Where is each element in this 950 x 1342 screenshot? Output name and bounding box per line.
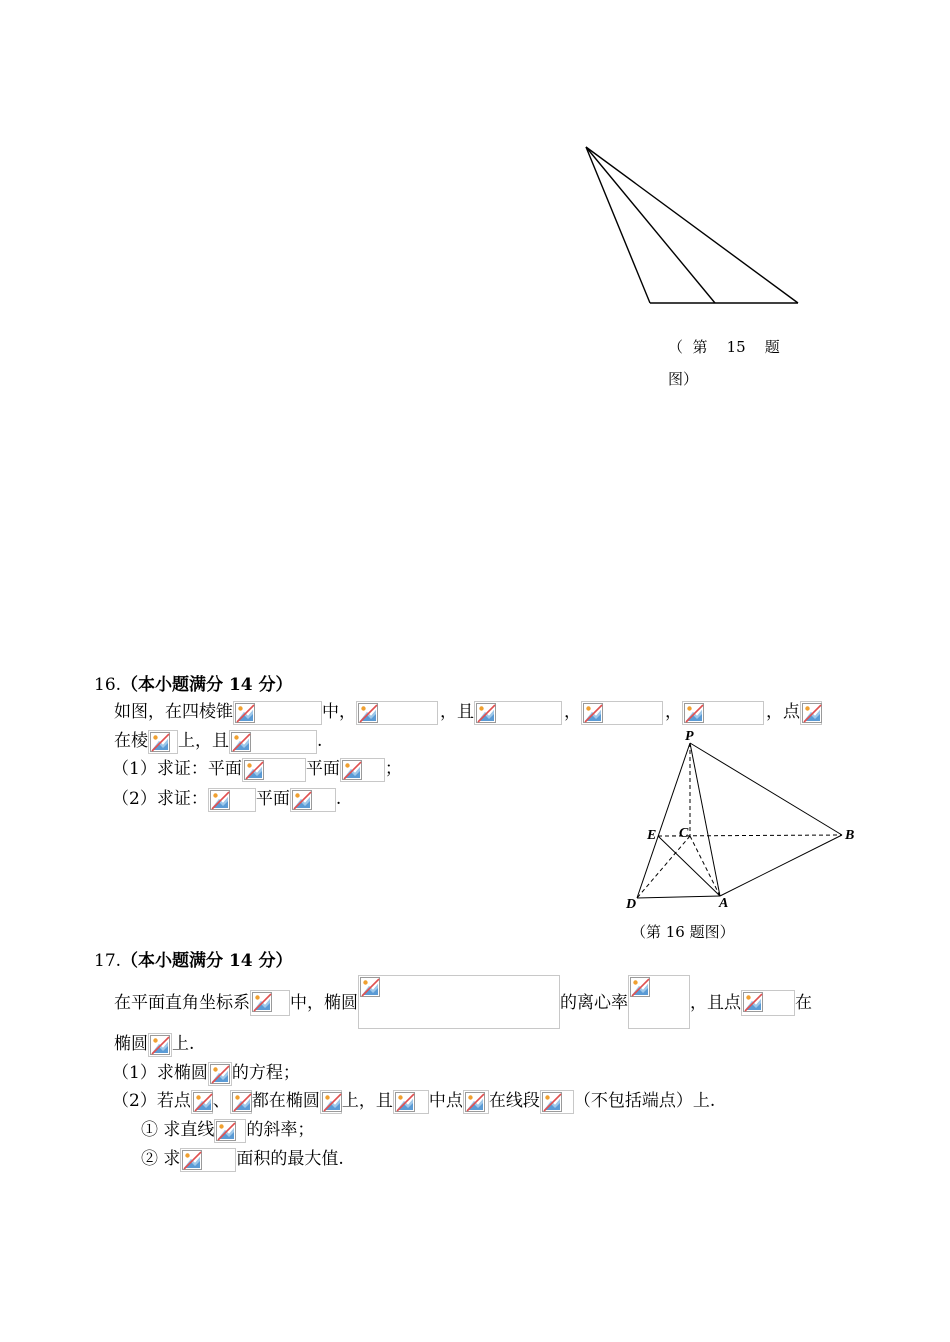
q17-text: ，且点	[690, 992, 741, 1013]
broken-image-icon	[542, 1092, 562, 1112]
q17-text: 的方程；	[231, 1063, 300, 1083]
broken-image-icon	[743, 992, 763, 1012]
broken-image-icon	[360, 977, 380, 997]
broken-image-icon	[150, 1035, 170, 1055]
formula-image	[180, 1148, 236, 1172]
q17-number: 17.	[94, 951, 122, 971]
formula-image	[148, 1033, 172, 1057]
q17-text: （不包括端点）上.	[573, 1091, 716, 1111]
formula-image	[214, 1119, 246, 1143]
q17-text: 椭圆	[114, 1034, 148, 1054]
broken-image-icon	[244, 760, 264, 780]
formula-image	[581, 701, 663, 725]
formula-image	[540, 1090, 574, 1114]
formula-image	[393, 1090, 429, 1114]
broken-image-icon	[395, 1092, 415, 1112]
q16-text: 上，且	[178, 731, 229, 751]
eccentricity-formula-image	[628, 975, 690, 1029]
vertex-label-E: E	[647, 828, 657, 843]
q16-text: ，点	[766, 702, 800, 722]
formula-image	[230, 1090, 252, 1114]
figure-15-diagram	[580, 140, 805, 310]
vertex-label-B: B	[845, 828, 855, 843]
vertex-label-P: P	[685, 729, 694, 744]
q17-text: 在	[795, 992, 812, 1013]
q17-line2	[114, 1032, 194, 1057]
q16-text: ，	[665, 702, 682, 722]
q17-text: 都在椭圆	[251, 1091, 320, 1111]
broken-image-icon	[182, 1150, 202, 1170]
q17-text: ② 求	[141, 1149, 181, 1169]
broken-image-icon	[292, 790, 312, 810]
q17-text: ① 求直线	[141, 1120, 215, 1140]
q16-text: ；	[384, 759, 402, 779]
broken-image-icon	[684, 703, 704, 723]
broken-image-icon	[252, 992, 272, 1012]
q17-text: 在线段	[488, 1091, 540, 1111]
figure-16-diagram	[620, 728, 870, 918]
q17-sub2	[141, 1147, 344, 1172]
q17-text: 、	[212, 1091, 230, 1111]
q17-sub1	[141, 1118, 314, 1143]
formula-image	[320, 1090, 342, 1114]
formula-image	[208, 1062, 232, 1086]
formula-image	[229, 730, 317, 754]
formula-image	[356, 701, 438, 725]
formula-image	[741, 990, 795, 1016]
q16-text: 如图，在四棱锥	[114, 702, 233, 722]
formula-image	[242, 758, 306, 782]
broken-image-icon	[583, 703, 603, 723]
formula-image	[148, 730, 178, 754]
q17-text: 的离心率	[560, 992, 628, 1013]
broken-image-icon	[235, 703, 255, 723]
figure-15-caption-line2: 图）	[668, 370, 699, 388]
q17-text: 上，且	[341, 1091, 393, 1111]
q16-number: 16.	[94, 675, 122, 695]
q16-part1-label: （1）求证：平面	[112, 759, 242, 779]
q16-part2	[112, 787, 341, 812]
broken-image-icon	[802, 703, 822, 723]
formula-image	[682, 701, 764, 725]
q17-part1	[112, 1061, 300, 1086]
formula-image	[800, 701, 822, 725]
broken-image-icon	[210, 1064, 230, 1084]
q17-line1	[114, 975, 812, 1031]
broken-image-icon	[358, 703, 378, 723]
q17-text: 中点	[428, 1091, 463, 1111]
figure-16-caption: （第 16 题图）	[631, 923, 735, 941]
q16-text: 平面	[255, 789, 290, 809]
vertex-label-C: C	[679, 826, 689, 841]
q17-part2-label: （2）若点	[112, 1091, 191, 1111]
q16-score: （本小题满分 14 分）	[121, 675, 293, 695]
q17-text: 的斜率；	[246, 1120, 315, 1140]
broken-image-icon	[630, 977, 650, 997]
formula-image	[463, 1090, 489, 1114]
formula-image	[290, 788, 336, 812]
vertex-label-A: A	[719, 896, 729, 911]
q16-line2	[114, 729, 322, 754]
formula-image	[233, 701, 322, 725]
broken-image-icon	[322, 1092, 342, 1112]
broken-image-icon	[465, 1092, 485, 1112]
broken-image-icon	[150, 732, 170, 752]
q17-header	[94, 949, 293, 973]
ellipse-formula-image	[358, 975, 560, 1029]
q17-text: 面积的最大值.	[236, 1149, 344, 1169]
broken-image-icon	[232, 1092, 252, 1112]
q17-text: 上.	[172, 1034, 195, 1054]
broken-image-icon	[216, 1121, 236, 1141]
q16-line1	[114, 700, 822, 725]
q16-part1	[112, 757, 402, 782]
q17-score: （本小题满分 14 分）	[121, 951, 293, 971]
broken-image-icon	[210, 790, 230, 810]
q16-text: .	[335, 789, 342, 809]
broken-image-icon	[231, 732, 251, 752]
vertex-label-D: D	[626, 897, 637, 912]
q16-text: ，且	[440, 702, 474, 722]
q16-text: .	[317, 731, 323, 751]
broken-image-icon	[193, 1092, 213, 1112]
formula-image	[250, 990, 290, 1016]
q16-header	[94, 673, 293, 697]
q17-part2	[112, 1089, 715, 1114]
figure-15-caption-line1: （ 第 15 题	[668, 338, 780, 356]
q16-text: 中，	[322, 702, 356, 722]
formula-image	[340, 758, 385, 782]
q16-part2-label: （2）求证：	[112, 789, 208, 809]
formula-image	[208, 788, 256, 812]
q16-text: ，	[564, 702, 581, 722]
q17-text: 在平面直角坐标系	[114, 992, 250, 1013]
q16-text: 在棱	[114, 731, 148, 751]
q16-text: 平面	[305, 759, 340, 779]
q17-part1-label: （1）求椭圆	[112, 1063, 208, 1083]
q17-text: 中，椭圆	[290, 992, 358, 1013]
broken-image-icon	[342, 760, 362, 780]
formula-image	[474, 701, 562, 725]
formula-image	[191, 1090, 213, 1114]
broken-image-icon	[476, 703, 496, 723]
